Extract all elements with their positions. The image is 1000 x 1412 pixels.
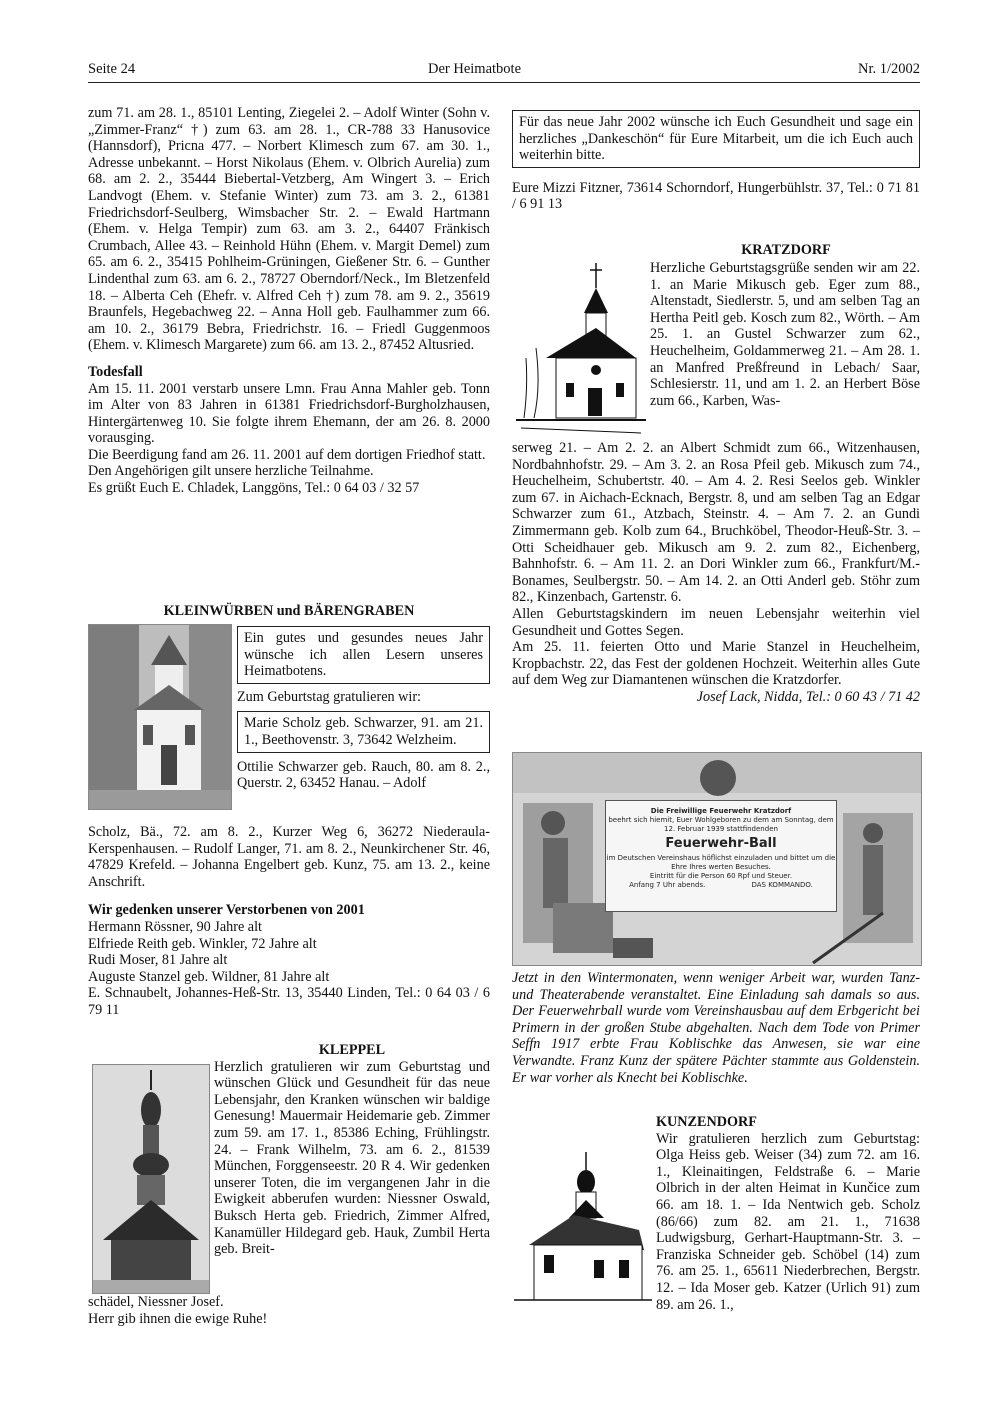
- gedenken-item: Elfriede Reith geb. Winkler, 72 Jahre alt: [88, 935, 317, 952]
- todesfall-heading: Todesfall: [88, 363, 143, 380]
- invitation-line: Eintritt für die Person 60 Rpf und Steuer.: [649, 872, 793, 880]
- church-photo-graphic: [93, 1065, 209, 1293]
- invitation-line: Anfang 7 Uhr abends.: [629, 881, 706, 889]
- invitation-line: DAS KOMMANDO.: [751, 881, 813, 889]
- todesfall-burial: Die Beerdigung fand am 26. 11. 2001 auf dem dortigen Friedhof statt.: [88, 446, 486, 463]
- kleinwuerben-heading: KLEINWÜRBEN und BÄRENGRABEN: [163, 603, 415, 619]
- kratzdorf-signature: Josef Lack, Nidda, Tel.: 0 60 43 / 71 42: [696, 688, 920, 705]
- kleppel-block: [214, 1042, 490, 1258]
- kleinwuerben-list-b-block: [88, 824, 490, 1019]
- feuerwehr-ball-invitation: [605, 800, 837, 912]
- kunzendorf-block: [656, 1114, 920, 1313]
- kleppel-end: Herr gib ihnen die ewige Ruhe!: [88, 1310, 268, 1327]
- kleppel-text: Herzlich gratulieren wir zum Geburtstag und wünschen Glück und Gesundheit für das neue Lebensjahr, den Kranken wünschen wir baldige Genesung! Mauermair Heidemarie geb. Zimmer zum 59. am 17. 1., 85386 Eching, Frühlingstr. 24. – Frank Wilhelm, 73. am 6. 2., 81539 München, Forggenseestr. 20 R 4. Wir gedenken unserer Toten, die im vergangenen Jahr in die Ewigkeit abberufen wurden: Niessner Oswald, Buksch Herta geb. Friedrich, Zimmer Alfred, Kanamüller Hildegard geb. Hauk, Zumbil Herta geb. Breit-: [214, 1058, 490, 1258]
- kratzdorf-text-b: serweg 21. – Am 2. 2. an Albert Schmidt zum 66., Witzenhausen, Nordbahnhofstr. 29. – Am 3. 2. an Rosa Pfeil geb. Mikusch zum 74., Heuchelheim, Schubertstr. 40. – Am 4. 2. Resi Seelos geb. Winkler zum 67. in Aichach-Ecknach, Bergstr. 8, und am selben Tag an Edgar Schwarzer zum 61., Atzbach, Steinstr. 4. – Am 7. 2. an Gundi Zimmermann geb. Kolb zum 64., Bruchköbel, Theodor-Heuß-Str. 3. – Otti Scheidhauer geb. Mikusch am 9. 2. zum 82., Eichenberg, Bahnhofstr. 6. – Am 11. 2. an Dori Winkler zum 66., Frankfurt/M.-Bonames, Seulbergstr. 50. – Am 14. 2. an Otti Anderl geb. Stöhr zum 82., Kinzenbach, Gartenstr. 6.: [512, 440, 920, 606]
- chapel-photo-kleinwuerben: [88, 624, 232, 810]
- page-header: [88, 60, 920, 83]
- chapel-drawing-graphic: [516, 258, 646, 440]
- gedenken-heading: Wir gedenken unserer Verstorbenen von 2001: [88, 902, 365, 919]
- gedenken-item: Hermann Rössner, 90 Jahre alt: [88, 918, 262, 935]
- gedenken-signature: E. Schnaubelt, Johannes-Heß-Str. 13, 35440 Linden, Tel.: 0 64 03 / 6 79 11: [88, 985, 490, 1018]
- kratzdorf-text-a: Herzliche Geburtstagsgrüße senden wir am 22. 1. an Marie Mikusch geb. Eger zum 88., Altenstadt, Siedlerstr. 5, und am selben Tag an Hertha Peitl geb. Kosch zum 82., Wörth. – Am 25. 1. an Gustel Schwarzer zum 62., Heuchelheim, Goldammerweg 21. – Am 28. 1. an Manfred Preßfreund in Lebach/ Saar, Schlesierstr. 11, und am 1. 2. an Herbert Böse zum 66., Karben, Was-: [650, 260, 920, 409]
- invitation-title: Feuerwehr-Ball: [665, 836, 777, 851]
- kleppel-heading: KLEPPEL: [318, 1042, 386, 1058]
- thanks-box: Für das neue Jahr 2002 wünsche ich Euch Gesundheit und sage ein herzliches „Dankeschön“ für Eure Mitarbeit, um die ich Euch auch weiterhin bitte.: [512, 110, 920, 168]
- todesfall-text: Am 15. 11. 2001 verstarb unsere Lmn. Frau Anna Mahler geb. Tonn im Alter von 83 Jahren in 61381 Friedrichsdorf-Burgholzhausen, Hintergärtenweg 10. Sie folgte ihrem Ehemann, der am 26. 8. 2000 vorausging.: [88, 380, 490, 447]
- kleinwuerben-list-a: Ottilie Schwarzer geb. Rauch, 80. am 8. 2., Querstr. 2, 63452 Hanau. – Adolf: [237, 758, 490, 792]
- kleinwuerben-list-b: Scholz, Bä., 72. am 8. 2., Kurzer Weg 6, 36272 Niederaula-Kerspenhausen. – Rudolf Langer, 71. am 8. 2., Neunkirchener Str. 46, 47829 Krefeld. – Johanna Engelbert geb. Kunz, 75. am 13. 2., keine Anschrift.: [88, 824, 490, 890]
- issue-number: Nr. 1/2002: [857, 61, 920, 77]
- chapel-drawing-kratzdorf: [516, 258, 646, 440]
- kratzdorf-text-c: Allen Geburtstagskindern im neuen Lebensjahr weiterhin viel Gesundheit und Gottes Segen.: [512, 605, 920, 639]
- invitation-line: im Deutschen Vereinshaus höflichst einzuladen und bittet um die Ehre Ihres werten Besuches.: [606, 854, 836, 871]
- thanks-signature: Eure Mizzi Fitzner, 73614 Schorndorf, Hungerbühlstr. 37, Tel.: 0 71 81 / 6 91 13: [512, 179, 920, 213]
- todesfall-signature: Es grüßt Euch E. Chladek, Langgöns, Tel.: 0 64 03 / 32 57: [88, 480, 420, 497]
- kunzendorf-text: Wir gratulieren herzlich zum Geburtstag: Olga Heiss geb. Weiser (34) zum 72. am 16. 1., Kleinaitingen, Feldstraße 6. – Marie Olbrich in der alten Heimat in Kunčice zum 66. am 18. 1. – Ida Nentwich geb. Scholz (86/66) zum 82. am 21. 1., 71638 Ludwigsburg, Gerhart-Hauptmann-Str. 3. – Franziska Schneider geb. Schöbel (14) zum 76. am 25. 1., 65611 Niederbrechen, Bergstr. 12. – Ida Moser geb. Katzer (Urlich 91) zum 89. am 26. 1.,: [656, 1130, 920, 1313]
- kleinwuerben-block: [237, 626, 490, 792]
- kratzdorf-text-d: Am 25. 11. feierten Otto und Marie Stanzel in Heuchelheim, Kropbachstr. 22, das Fest der goldenen Hochzeit. Weiterhin alles Gute auf dem Weg zur Diamantenen wünschen die Kratzdorfer.: [512, 639, 920, 689]
- kleppel-tail: schädel, Niessner Josef.: [88, 1294, 224, 1310]
- kleinwuerben-intro: Zum Geburtstag gratulieren wir:: [237, 688, 421, 705]
- kunzendorf-heading: KUNZENDORF: [656, 1114, 757, 1130]
- kratzdorf-heading: KRATZDORF: [741, 242, 831, 258]
- kratzdorf-block-a: [650, 260, 920, 409]
- thanks-block: [512, 110, 920, 213]
- invitation-line: beehrt sich hiemit, Euer Wohlgeboren zu dem am Sonntag, dem 12. Februar 1939 stattfindenden: [608, 816, 834, 833]
- kleinwuerben-birthday-box: Marie Scholz geb. Schwarzer, 91. am 21. 1., Beethovenstr. 3, 73642 Welzheim.: [237, 711, 490, 752]
- church-drawing-graphic: [514, 1150, 652, 1310]
- church-drawing-kunzendorf: [514, 1150, 652, 1310]
- gedenken-item: Rudi Moser, 81 Jahre alt: [88, 952, 228, 969]
- birthday-list-continued: zum 71. am 28. 1., 85101 Lenting, Ziegelei 2. – Adolf Winter (Sohn v. „Zimmer-Franz“ †) zum 63. am 28. 1., CR-788 33 Hanusovice (Hannsdorf), Pricna 477. – Norbert Klimesch zum 67. am 30. 1., Adresse unbekannt. – Horst Nikolaus (Ehem. v. Olbrich Aurelia) zum 68. am 2. 2., 35444 Biebertal-Vetzberg, Am Wingert 3. – Erich Landvogt (Ehem. v. Stefanie Winter) zum 73. am 3. 2., 61381 Friedrichsdorf-Seulberg, Wimsbacher Str. 2. – Ewald Hartmann (Ehem. v. Helga Tempir) zum 63. am 3. 2., 64407 Fränkisch Crumbach, Allee 43. – Reinhold Hühn (Ehem. v. Margit Demel) zum 65. am 6. 2., 35415 Pohlheim-Grüningen, Gießener Str. 6. – Gunther Lindenthal zum 63. am 6. 2., 78727 Oberndorf/Neck., Im Bletzenfeld 18. – Alberta Ceh (Ehefr. v. Alfred Ceh †) zum 78. am 9. 2., 35619 Braunfels, Hegebachweg 22. – Anna Holl geb. Faulhammer zum 66. am 10. 2., 36179 Bebra, Friedrichstr. 16. – Friedl Guggenmoos (Ehem. v. Klimesch Margarete) zum 66. am 13. 2., 87452 Altusried.: [88, 105, 490, 354]
- church-photo-kleppel: [92, 1064, 210, 1294]
- page-number: Seite 24: [88, 61, 136, 77]
- chapel-photo-graphic: [89, 625, 231, 809]
- photo-caption: Jetzt in den Wintermonaten, wenn weniger Arbeit war, wurden Tanz- und Theaterabende veranstaltet. Eine Einladung sah damals so aus. Der Feuerwehrball wurde vom Vereinshausbau auf dem Erbgericht bei Primern in der großen Stube abgehalten. Nach dem Tode von Primer Seffn 1917 erbte Frau Koblischke das Anwesen, sie war eine Verwandte. Franz Kunz der spätere Pächter stammte aus Goldenstein. Er war vorher als Knecht bei Koblischke.: [512, 970, 920, 1086]
- gedenken-item: Auguste Stanzel geb. Wildner, 81 Jahre alt: [88, 968, 330, 985]
- publication-title: Der Heimatbote: [428, 61, 522, 77]
- kratzdorf-block-b: [512, 440, 920, 706]
- kleinwuerben-greeting-box: Ein gutes und gesundes neues Jahr wünsche ich allen Lesern unseres Heimatbotens.: [237, 626, 490, 684]
- kleppel-tail-block: [88, 1294, 490, 1327]
- left-column: [88, 105, 490, 497]
- todesfall-sympathy: Den Angehörigen gilt unsere herzliche Teilnahme.: [88, 463, 374, 480]
- invitation-line: Die Freiwillige Feuerwehr Kratzdorf: [650, 807, 792, 815]
